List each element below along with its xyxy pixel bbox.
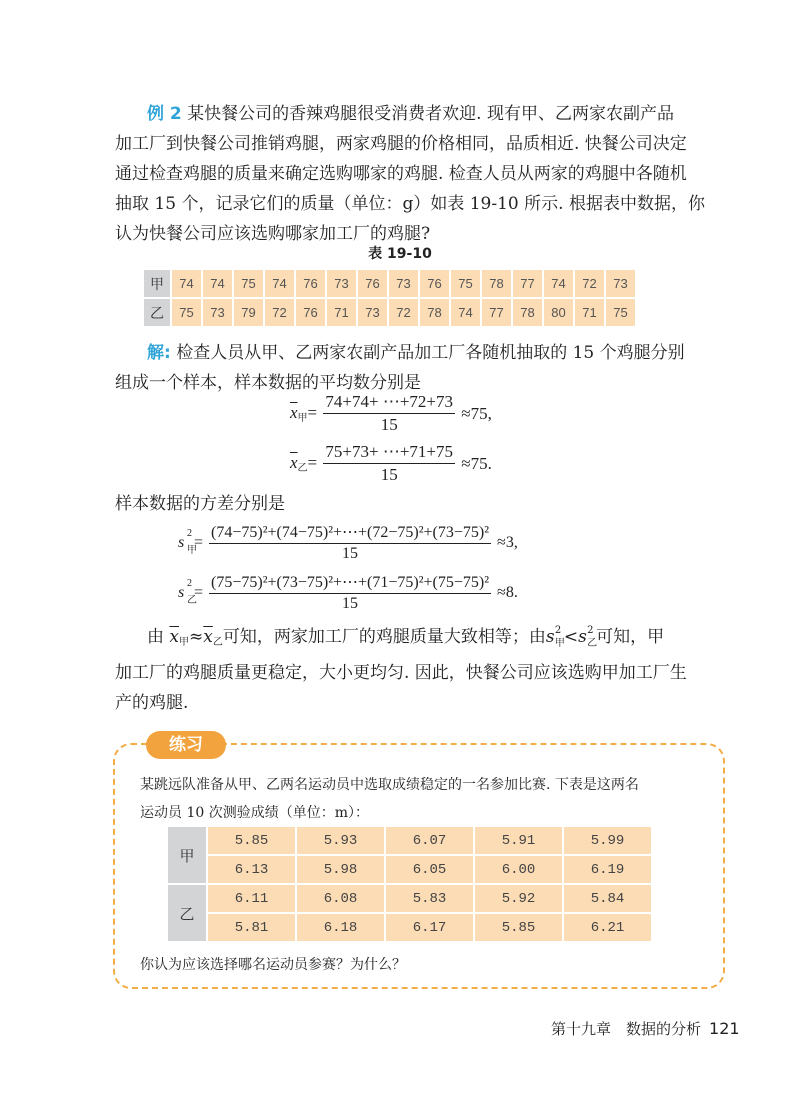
example-paragraph	[115, 99, 725, 249]
table-row	[168, 856, 651, 883]
table-cell: 73	[358, 299, 387, 326]
example-line: 通过检查鸡腿的质量来确定选购哪家的鸡腿. 检查人员从两家的鸡腿中各随机	[115, 164, 687, 184]
table-row	[144, 270, 635, 297]
table-cell: 73	[203, 299, 232, 326]
table-cell: 76	[296, 299, 325, 326]
subscript: 乙	[587, 638, 598, 649]
fraction-numerator: 75+73+ ⋯+71+75	[323, 442, 455, 464]
mean-symbol: $\overline{x}$	[290, 453, 298, 472]
table-cell: 5.85	[208, 827, 295, 854]
conclusion-text: 产的鸡腿.	[115, 693, 189, 713]
table-cell: 5.99	[564, 827, 651, 854]
table-cell: 6.21	[564, 914, 651, 941]
fraction-denominator: 15	[380, 415, 398, 434]
table-cell: 74	[265, 270, 294, 297]
superscript: 2	[587, 625, 594, 636]
conclusion-text: 可知，甲	[596, 627, 665, 647]
table-cell: 6.18	[297, 914, 384, 941]
subscript: 甲	[179, 637, 189, 648]
page-number: 121	[709, 1019, 740, 1038]
subscript: 甲	[554, 638, 565, 649]
fraction-numerator: (74−75)²+(74−75)²+⋯+(72−75)²+(73−75)²	[209, 522, 491, 544]
formula-result: ≈8.	[497, 583, 518, 601]
table-cell: 5.83	[386, 885, 473, 912]
table-cell: 6.17	[386, 914, 473, 941]
table-cell: 5.93	[297, 827, 384, 854]
table-cell: 72	[265, 299, 294, 326]
exercise-line: 运动员 10 次测验成绩（单位：m）：	[140, 805, 369, 821]
example-label: 例 2	[147, 104, 182, 124]
table-cell: 78	[513, 299, 542, 326]
table-cell: 77	[513, 270, 542, 297]
formula-result: ≈3,	[497, 533, 518, 551]
conclusion-text: 可知，两家加工厂的鸡腿质量大致相等；由	[222, 627, 546, 647]
table-cell: 72	[389, 299, 418, 326]
subscript: 甲	[187, 544, 197, 556]
table-cell: 5.98	[297, 856, 384, 883]
page-footer	[551, 1018, 740, 1039]
table-cell: 74	[203, 270, 232, 297]
fraction-denominator: 15	[342, 545, 359, 562]
example-line: 某快餐公司的香辣鸡腿很受消费者欢迎. 现有甲、乙两家农副产品	[187, 104, 674, 124]
mean-symbol: $\overline{x}$	[169, 627, 179, 647]
table-cell: 77	[482, 299, 511, 326]
superscript: 2	[554, 625, 562, 636]
table-cell: 5.85	[475, 914, 562, 941]
example-line: 加工厂到快餐公司推销鸡腿，两家鸡腿的价格相同，品质相近. 快餐公司决定	[115, 134, 687, 154]
table-cell: 74	[451, 299, 480, 326]
exercise-tag: 练习	[146, 731, 226, 759]
subscript: 乙	[297, 463, 308, 474]
table-cell: 73	[606, 270, 635, 297]
table-cell: 75	[451, 270, 480, 297]
table-cell: 6.13	[208, 856, 295, 883]
solution-label: 解:	[147, 343, 171, 363]
mean-symbol: $\overline{x}$	[290, 403, 298, 422]
mean-yi-formula: $\overline{x}_乙=$ $\frac{75+73+ \cdots+71+75}{15}$ ≈75.	[290, 442, 492, 484]
conclusion-text: 由	[147, 627, 164, 647]
table-cell: 5.92	[475, 885, 562, 912]
table-cell: 73	[389, 270, 418, 297]
table-cell: 71	[575, 299, 604, 326]
table-cell: 6.08	[297, 885, 384, 912]
table-cell: 74	[172, 270, 201, 297]
superscript: 2	[187, 527, 192, 539]
table-cell: 75	[172, 299, 201, 326]
table-cell: 6.00	[475, 856, 562, 883]
variance-yi-formula: s 2 乙 = $\frac{\text{(75−75)²+(73−75)²+⋯+(71−75)²+(75−75)²}}{15}$ ≈8.	[178, 574, 518, 612]
table-caption: 表 19-10	[368, 246, 432, 262]
variance-intro: 样本数据的方差分别是	[115, 494, 285, 514]
table-row	[144, 299, 635, 326]
chapter-title: 第十九章 数据的分析	[551, 1020, 702, 1038]
superscript: 2	[187, 577, 192, 589]
exercise-text	[140, 771, 715, 827]
table-row	[168, 827, 651, 854]
table-row	[168, 885, 651, 912]
table-cell: 78	[420, 299, 449, 326]
table-cell: 6.11	[208, 885, 295, 912]
table-cell: 5.84	[564, 885, 651, 912]
fraction-numerator: 74+74+ ⋯+72+73	[323, 392, 455, 414]
variance-jia-formula: s 2 甲 = $\frac{\text{(74−75)²+(74−75)²+⋯+(72−75)²+(73−75)²}}{15}$ ≈3,	[178, 524, 518, 562]
table-cell: 75	[234, 270, 263, 297]
fraction-denominator: 15	[342, 595, 359, 612]
formula-result: ≈75,	[461, 403, 492, 423]
mass-table	[142, 268, 637, 328]
fraction-numerator: (75−75)²+(73−75)²+⋯+(71−75)²+(75−75)²	[209, 572, 491, 594]
table-cell: 75	[606, 299, 635, 326]
row-header: 甲	[144, 270, 170, 297]
subscript: 乙	[212, 637, 223, 648]
table-cell: 5.81	[208, 914, 295, 941]
table-cell: 6.05	[386, 856, 473, 883]
subscript: 乙	[187, 594, 197, 606]
table-cell: 74	[544, 270, 573, 297]
solution-line: 组成一个样本，样本数据的平均数分别是	[115, 373, 421, 393]
table-cell: 76	[420, 270, 449, 297]
exercise-question: 你认为应该选择哪名运动员参赛？为什么？	[140, 957, 406, 973]
table-cell: 80	[544, 299, 573, 326]
example-line: 认为快餐公司应该选购哪家加工厂的鸡腿?	[115, 224, 431, 244]
conclusion-paragraph: 由 $\overline{x}_甲\approx\overline{x}_乙$可知，两家加工厂的鸡腿质量大致相等；由s 2 甲 <s 2 乙 可知，甲 加工厂的鸡腿质量更稳定，大小更均匀. 因此，快餐公司应该选购甲加工厂生 产的鸡腿.	[115, 622, 725, 718]
subscript: 甲	[297, 413, 308, 424]
table-cell: 72	[575, 270, 604, 297]
table-cell: 5.91	[475, 827, 562, 854]
table-cell: 6.19	[564, 856, 651, 883]
solution-line: 检查人员从甲、乙两家农副产品加工厂各随机抽取的 15 个鸡腿分别	[176, 343, 685, 363]
row-header: 甲	[168, 827, 206, 883]
table-cell: 76	[358, 270, 387, 297]
mean-symbol: $\overline{x}$	[203, 627, 213, 647]
row-header: 乙	[168, 885, 206, 941]
row-header: 乙	[144, 299, 170, 326]
table-row	[168, 914, 651, 941]
table-cell: 76	[296, 270, 325, 297]
table-cell: 71	[327, 299, 356, 326]
table-cell: 73	[327, 270, 356, 297]
jump-score-table	[166, 825, 653, 943]
table-cell: 78	[482, 270, 511, 297]
conclusion-text: 加工厂的鸡腿质量更稳定，大小更均匀. 因此，快餐公司应该选购甲加工厂生	[115, 663, 687, 683]
example-line: 抽取 15 个，记录它们的质量（单位：g）如表 19-10 所示. 根据表中数据，你	[115, 194, 705, 214]
exercise-line: 某跳远队准备从甲、乙两名运动员中选取成绩稳定的一名参加比赛. 下表是这两名	[140, 777, 639, 793]
formula-result: ≈75.	[461, 453, 492, 473]
mean-jia-formula: $\overline{x}_甲=$ $\frac{74+74+ \cdots+72+73}{15}$ ≈75,	[290, 392, 492, 434]
table-cell: 79	[234, 299, 263, 326]
fraction-denominator: 15	[380, 465, 398, 484]
solution-paragraph	[115, 338, 725, 398]
table-cell: 6.07	[386, 827, 473, 854]
